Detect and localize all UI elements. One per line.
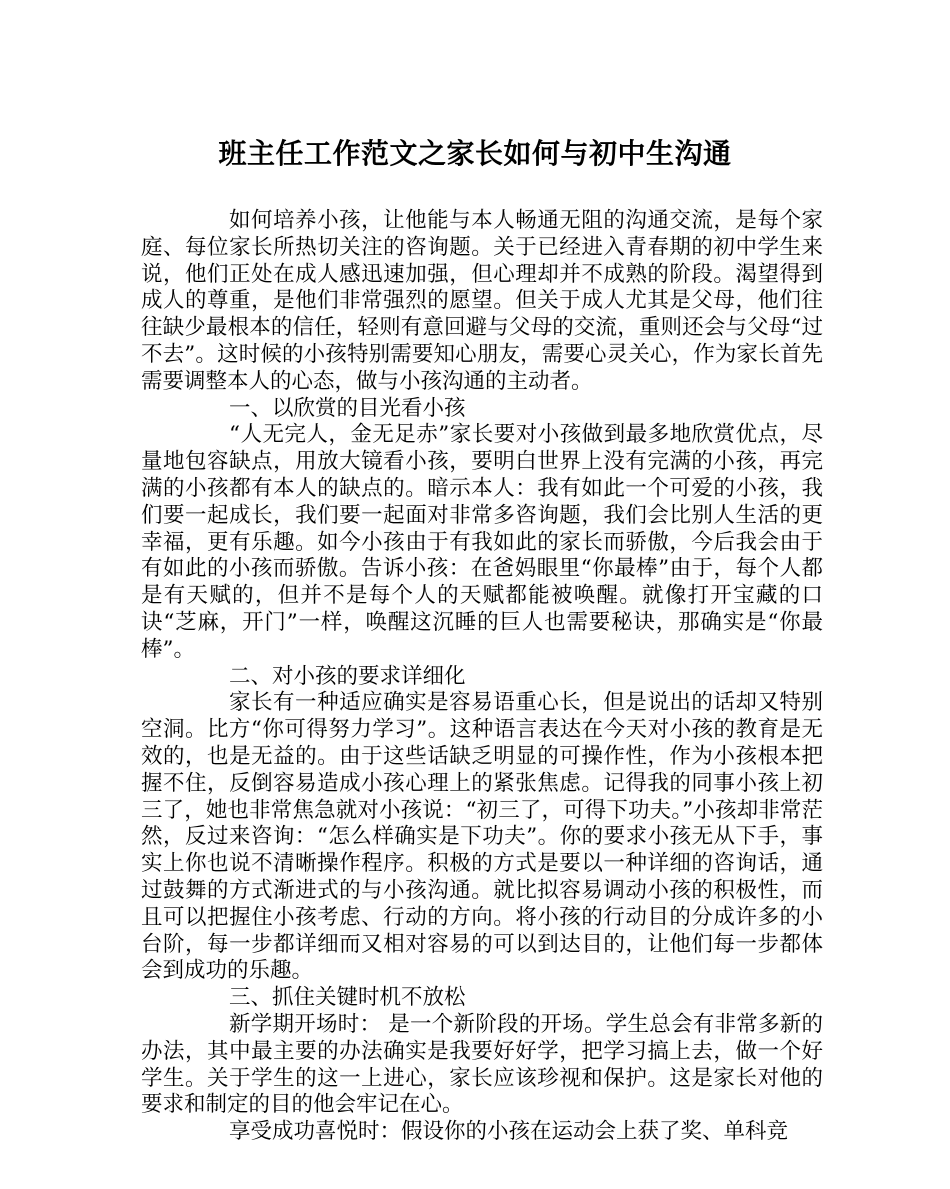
- document-body: [141, 208, 823, 1146]
- intro-paragraph: 如何培养小孩，让他能与本人畅通无阻的沟通交流，是每个家庭、每位家长所热切关注的咨询题。关于已经进入青春期的初中学生来说，他们正处在成人感迅速加强，但心理却并不成熟的阶段。渴望得到成人的尊重，是他们非常强烈的愿望。但关于成人尤其是父母，他们往往缺少最根本的信任，轻则有意回避与父母的交流，重则还会与父母“过不去”。这时候的小孩特别需要知心朋友，需要心灵关心，作为家长首先需要调整本人的心态，做与小孩沟通的主动者。: [141, 208, 823, 394]
- section-2-paragraph: 家长有一种适应确实是容易语重心长，但是说出的话却又特别空洞。比方“你可得努力学习”。这种语言表达在今天对小孩的教育是无效的，也是无益的。由于这些话缺乏明显的可操作性，作为小孩根本把握不住，反倒容易造成小孩心理上的紧张焦虑。记得我的同事小孩上初三了，她也非常焦急就对小孩说：“初三了，可得下功夫。”小孩却非常茫然，反过来咨询：“怎么样确实是下功夫”。你的要求小孩无从下手，事实上你也说不清晰操作程序。积极的方式是要以一种详细的咨询话，通过鼓舞的方式渐进式的与小孩沟通。就比拟容易调动小孩的积极性，而且可以把握住小孩考虑、行动的方向。将小孩的行动目的分成许多的小台阶，每一步都详细而又相对容易的可以到达目的，让他们每一步都体会到成功的乐趣。: [141, 690, 823, 984]
- section-3-heading: 三、抓住关键时机不放松: [229, 985, 466, 1011]
- section-1-paragraph: “人无完人，金无足赤”家长要对小孩做到最多地欣赏优点，尽量地包容缺点，用放大镜看小孩，要明白世界上没有完满的小孩，再完满的小孩都有本人的缺点的。暗示本人：我有如此一个可爱的小孩，我们要一起成长，我们要一起面对非常多咨询题，我们会比别人生活的更幸福，更有乐趣。如今小孩由于有我如此的家长而骄傲，今后我会由于有如此的小孩而骄傲。告诉小孩：在爸妈眼里“你最棒”由于，每个人都是有天赋的，但并不是每个人的天赋都能被唤醒。就像打开宝藏的口诀“芝麻，开门”一样，唤醒这沉睡的巨人也需要秘诀，那确实是“你最棒”。: [141, 422, 823, 662]
- section-1-heading: 一、以欣赏的目光看小孩: [229, 395, 466, 421]
- document-title: 班主任工作范文之家长如何与初中生沟通: [218, 137, 732, 170]
- section-2-heading: 二、对小孩的要求详细化: [229, 663, 466, 689]
- section-3-paragraph-2: 享受成功喜悦时：假设你的小孩在运动会上获了奖、单科竞: [229, 1119, 789, 1145]
- section-3-paragraph-1: 新学期开场时： 是一个新阶段的开场。学生总会有非常多新的办法，其中最主要的办法确实是我要好好学，把学习搞上去，做一个好学生。关于学生的这一上进心，家长应该珍视和保护。这是家长对他的要求和制定的目的他会牢记在心。: [141, 1011, 823, 1118]
